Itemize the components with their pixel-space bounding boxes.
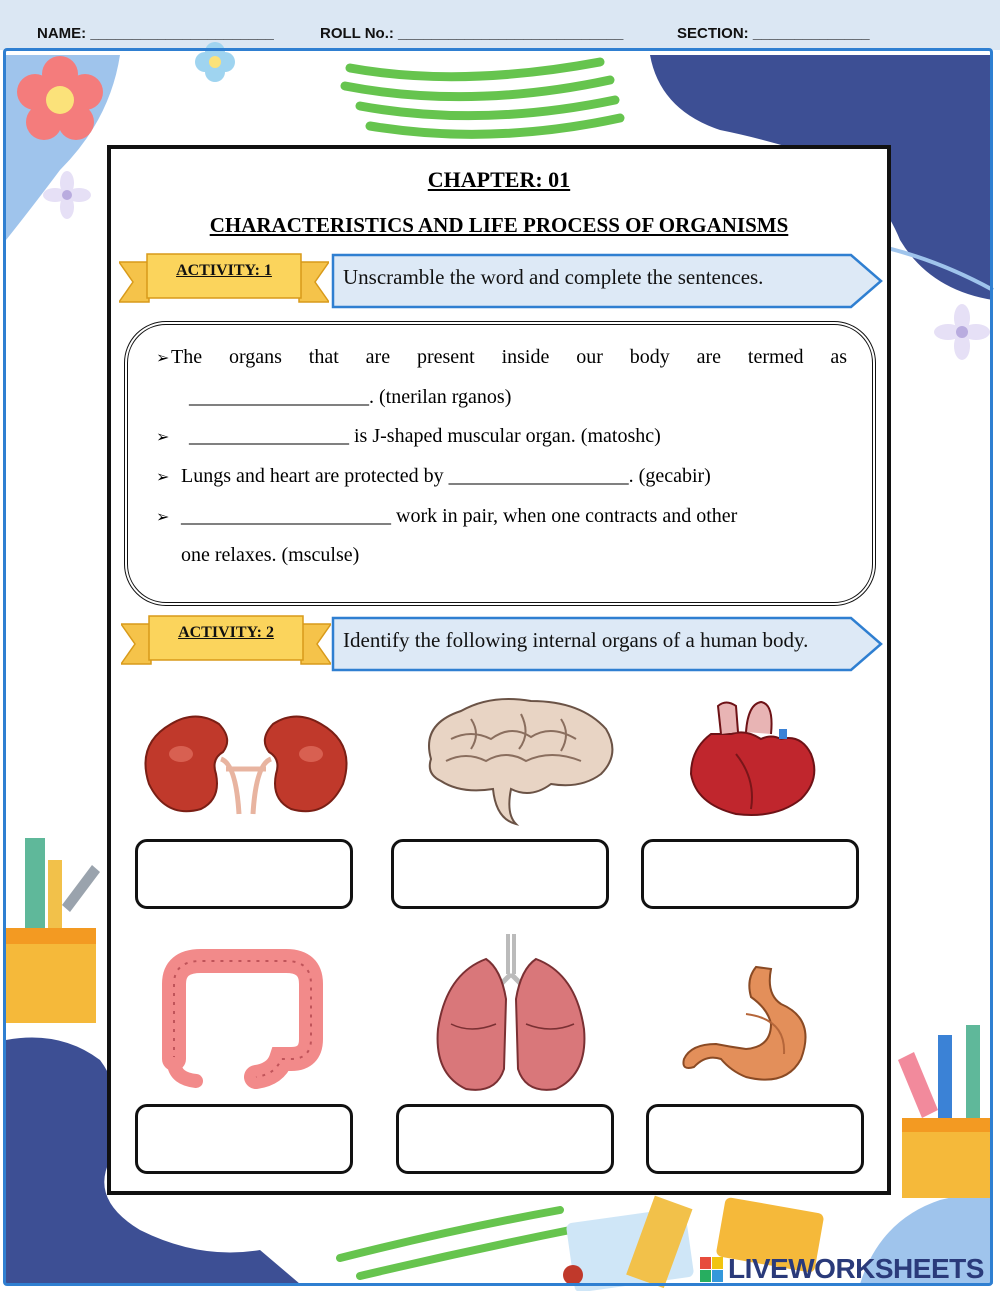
question-4-line-1: _____________________ work in pair, when one contracts and other <box>181 505 738 527</box>
ribbon-banner-icon <box>121 614 331 672</box>
bullet-arrow-icon: ➢ <box>156 350 170 367</box>
heart-image <box>676 694 826 824</box>
answer-box-kidneys[interactable] <box>135 839 353 909</box>
name-field: NAME: ______________________ <box>37 25 274 42</box>
lungs-image <box>426 929 596 1099</box>
bullet-arrow-icon: ➢ <box>156 469 170 486</box>
answer-box-brain[interactable] <box>391 839 609 909</box>
activity-1-label: ACTIVITY: 1 <box>176 262 272 279</box>
activity-2-instruction-box <box>331 616 886 672</box>
intestine-image <box>156 949 326 1089</box>
activity-2-ribbon <box>121 614 331 672</box>
chapter-title: CHAPTER: 01 <box>427 167 571 192</box>
activity-1-instruction-box <box>331 253 886 309</box>
activity-1-ribbon <box>119 252 329 310</box>
liveworksheets-watermark <box>700 1253 995 1287</box>
roll-number-field: ROLL No.: ___________________________ <box>320 25 624 42</box>
question-2: ________________ is J-shaped muscular organ. (matoshc) <box>189 425 661 447</box>
section-field: SECTION: ______________ <box>677 25 870 42</box>
answer-box-heart[interactable] <box>641 839 859 909</box>
answer-box-intestine[interactable] <box>135 1104 353 1174</box>
activity-1-instruction: Unscramble the word and complete the sentences. <box>343 265 764 289</box>
question-3: Lungs and heart are protected by __________________. (gecabir) <box>181 465 711 487</box>
bullet-arrow-icon: ➢ <box>156 509 170 526</box>
stomach-image <box>676 959 836 1099</box>
answer-box-stomach[interactable] <box>646 1104 864 1174</box>
kidneys-image <box>141 704 351 824</box>
worksheet <box>107 145 891 1195</box>
question-1-line-2: __________________. (tnerilan rganos) <box>189 386 512 408</box>
answer-box-lungs[interactable] <box>396 1104 614 1174</box>
ribbon-banner-icon <box>119 252 329 310</box>
activity-2-instruction: Identify the following internal organs of a human body. <box>343 628 809 652</box>
question-4-line-2: one relaxes. (msculse) <box>181 544 360 566</box>
watermark-text: LIVEWORKSHEETS <box>728 1253 984 1284</box>
question-1-line-1: The organs that are present inside our body are termed as <box>171 346 847 368</box>
bullet-arrow-icon: ➢ <box>156 429 170 446</box>
liveworksheets-logo-icon <box>700 1257 724 1283</box>
activity-2-label: ACTIVITY: 2 <box>178 624 274 641</box>
chapter-subtitle: CHARACTERISTICS AND LIFE PROCESS OF ORGANISMS <box>209 213 789 237</box>
brain-image <box>411 689 621 829</box>
